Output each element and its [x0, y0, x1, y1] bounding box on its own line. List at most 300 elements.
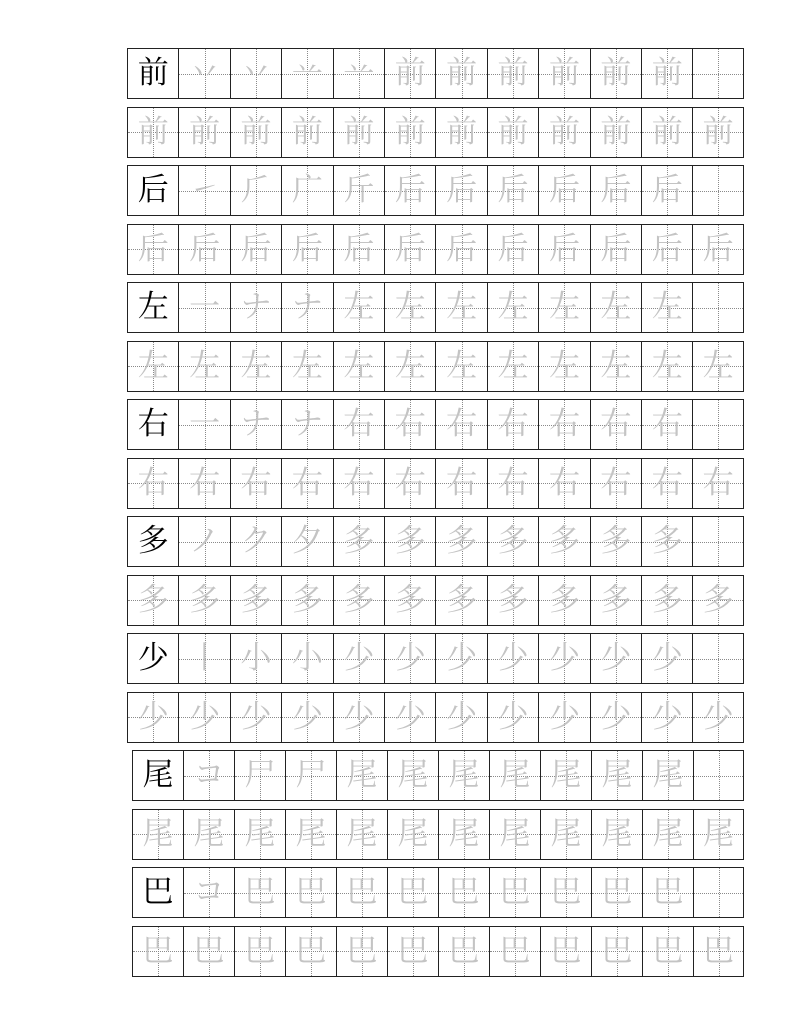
grid-cell[interactable] [487, 576, 538, 625]
tracing-character: 左 [240, 347, 272, 384]
grid-cell[interactable] [178, 693, 229, 742]
grid-cell[interactable] [435, 517, 486, 566]
grid-cell[interactable] [387, 868, 438, 917]
tracing-character: 尾 [142, 815, 174, 852]
tracing-character: 多 [548, 581, 580, 618]
model-character: 前 [137, 55, 169, 91]
grid-cell[interactable] [538, 108, 589, 157]
grid-cell[interactable] [127, 283, 178, 332]
stroke-order-character: 巴 [295, 874, 327, 910]
grid-cell[interactable] [489, 810, 540, 859]
grid-cell[interactable] [384, 517, 435, 566]
grid-cell[interactable] [435, 166, 486, 215]
grid-cell[interactable] [538, 517, 589, 566]
grid-cell[interactable] [641, 576, 692, 625]
grid-cell[interactable] [641, 166, 692, 215]
grid-cell[interactable] [387, 810, 438, 859]
stroke-order-character: 斤 [343, 172, 375, 208]
grid-cell[interactable] [692, 166, 743, 215]
tracing-character: 前 [651, 113, 683, 150]
grid-cell[interactable] [487, 283, 538, 332]
tracing-character: 尾 [244, 815, 276, 852]
stroke-order-row [127, 165, 744, 216]
grid-cell[interactable] [692, 576, 743, 625]
grid-cell[interactable] [230, 342, 281, 391]
grid-cell[interactable] [285, 751, 336, 800]
grid-cell[interactable] [642, 927, 693, 976]
grid-cell[interactable] [230, 108, 281, 157]
tracing-character: 少 [189, 698, 221, 735]
grid-cell[interactable] [178, 342, 229, 391]
stroke-order-character: 巴 [346, 874, 378, 910]
grid-cell[interactable] [590, 400, 641, 449]
grid-cell[interactable] [230, 283, 281, 332]
guide-line-vertical [718, 400, 719, 449]
stroke-order-character: 少 [497, 640, 529, 676]
grid-cell[interactable] [127, 225, 178, 274]
stroke-order-character: 尾 [397, 757, 429, 793]
tracing-row [127, 341, 744, 392]
grid-cell[interactable] [234, 868, 285, 917]
stroke-order-character: 䒑 [343, 55, 375, 91]
grid-cell[interactable] [132, 868, 183, 917]
tracing-character: 前 [702, 113, 734, 150]
grid-cell[interactable] [590, 517, 641, 566]
grid-cell[interactable] [384, 166, 435, 215]
tracing-character: 右 [291, 464, 323, 501]
stroke-order-character: 小 [291, 640, 323, 676]
stroke-order-character: 左 [446, 289, 478, 325]
stroke-order-character: 右 [343, 406, 375, 442]
grid-cell[interactable] [693, 751, 744, 800]
grid-cell[interactable] [384, 693, 435, 742]
grid-cell[interactable] [127, 693, 178, 742]
grid-cell[interactable] [590, 166, 641, 215]
stroke-order-row [127, 633, 744, 684]
grid-cell[interactable] [641, 225, 692, 274]
tracing-character: 右 [394, 464, 426, 501]
grid-cell[interactable] [336, 927, 387, 976]
grid-cell[interactable] [285, 868, 336, 917]
stroke-order-character: 尸 [295, 757, 327, 793]
stroke-order-character: ナ [291, 289, 323, 325]
stroke-order-row [127, 516, 744, 567]
grid-cell[interactable] [435, 459, 486, 508]
stroke-order-character: 右 [446, 406, 478, 442]
grid-cell[interactable] [642, 868, 693, 917]
grid-cell[interactable] [127, 576, 178, 625]
grid-cell[interactable] [336, 868, 387, 917]
tracing-character: 左 [343, 347, 375, 384]
stroke-order-character: 左 [651, 289, 683, 325]
grid-cell[interactable] [230, 49, 281, 98]
tracing-character: 巴 [397, 932, 429, 969]
grid-cell[interactable] [641, 459, 692, 508]
grid-cell[interactable] [642, 751, 693, 800]
stroke-order-character: 一 [189, 406, 221, 442]
grid-cell[interactable] [333, 459, 384, 508]
grid-cell[interactable] [489, 751, 540, 800]
grid-cell[interactable] [590, 634, 641, 683]
tracing-character: 前 [497, 113, 529, 150]
tracing-character: 后 [291, 230, 323, 267]
grid-cell[interactable] [641, 517, 692, 566]
stroke-order-character: 右 [600, 406, 632, 442]
grid-cell[interactable] [435, 49, 486, 98]
tracing-character: 左 [394, 347, 426, 384]
stroke-order-character: 丨 [189, 640, 221, 676]
grid-cell[interactable] [693, 810, 744, 859]
tracing-row [127, 458, 744, 509]
grid-cell[interactable] [591, 927, 642, 976]
tracing-character: 左 [548, 347, 580, 384]
tracing-character: 前 [446, 113, 478, 150]
grid-cell[interactable] [435, 283, 486, 332]
tracing-character: 巴 [550, 932, 582, 969]
grid-cell[interactable] [435, 342, 486, 391]
grid-cell[interactable] [127, 400, 178, 449]
grid-cell[interactable] [435, 576, 486, 625]
grid-cell[interactable] [487, 400, 538, 449]
grid-cell[interactable] [281, 634, 332, 683]
grid-cell[interactable] [178, 576, 229, 625]
guide-line-vertical [718, 166, 719, 215]
grid-cell[interactable] [692, 693, 743, 742]
grid-cell[interactable] [387, 927, 438, 976]
grid-cell[interactable] [591, 751, 642, 800]
grid-cell[interactable] [333, 400, 384, 449]
grid-cell[interactable] [281, 225, 332, 274]
stroke-order-row [132, 750, 744, 801]
grid-cell[interactable] [230, 166, 281, 215]
tracing-character: 前 [394, 113, 426, 150]
stroke-order-character: 尾 [499, 757, 531, 793]
grid-cell[interactable] [230, 576, 281, 625]
grid-cell[interactable] [438, 868, 489, 917]
grid-cell[interactable] [333, 108, 384, 157]
grid-cell[interactable] [178, 283, 229, 332]
grid-cell[interactable] [333, 634, 384, 683]
stroke-order-character: 巴 [499, 874, 531, 910]
stroke-order-row [132, 867, 744, 918]
grid-cell[interactable] [127, 166, 178, 215]
grid-cell[interactable] [693, 927, 744, 976]
grid-cell[interactable] [230, 634, 281, 683]
stroke-order-character: 左 [343, 289, 375, 325]
grid-cell[interactable] [692, 342, 743, 391]
stroke-order-character: 前 [394, 55, 426, 91]
grid-cell[interactable] [641, 634, 692, 683]
grid-cell[interactable] [692, 49, 743, 98]
grid-cell[interactable] [178, 166, 229, 215]
grid-cell[interactable] [435, 400, 486, 449]
tracing-character: 少 [137, 698, 169, 735]
grid-cell[interactable] [281, 283, 332, 332]
grid-cell[interactable] [384, 400, 435, 449]
grid-cell[interactable] [384, 108, 435, 157]
tracing-character: 巴 [703, 932, 734, 969]
grid-cell[interactable] [132, 810, 183, 859]
grid-cell[interactable] [692, 517, 743, 566]
grid-cell[interactable] [590, 49, 641, 98]
grid-cell[interactable] [281, 342, 332, 391]
stroke-order-character: 左 [548, 289, 580, 325]
grid-cell[interactable] [540, 810, 591, 859]
grid-cell[interactable] [127, 517, 178, 566]
grid-cell[interactable] [487, 166, 538, 215]
grid-cell[interactable] [487, 634, 538, 683]
tracing-character: 多 [702, 581, 734, 618]
stroke-order-character: 尾 [448, 757, 480, 793]
grid-cell[interactable] [384, 49, 435, 98]
grid-cell[interactable] [538, 342, 589, 391]
grid-cell[interactable] [641, 400, 692, 449]
grid-cell[interactable] [641, 342, 692, 391]
grid-cell[interactable] [387, 751, 438, 800]
grid-cell[interactable] [384, 283, 435, 332]
tracing-character: 尾 [550, 815, 582, 852]
tracing-character: 尾 [193, 815, 225, 852]
tracing-character: 巴 [244, 932, 276, 969]
grid-cell[interactable] [281, 108, 332, 157]
grid-cell[interactable] [538, 49, 589, 98]
grid-cell[interactable] [642, 810, 693, 859]
grid-cell[interactable] [183, 927, 234, 976]
grid-cell[interactable] [384, 576, 435, 625]
tracing-character: 左 [137, 347, 169, 384]
tracing-character: 尾 [346, 815, 378, 852]
grid-cell[interactable] [692, 225, 743, 274]
stroke-order-character: 后 [600, 172, 632, 208]
grid-cell[interactable] [590, 459, 641, 508]
grid-cell[interactable] [333, 49, 384, 98]
grid-cell[interactable] [487, 225, 538, 274]
grid-cell[interactable] [487, 459, 538, 508]
grid-cell[interactable] [183, 868, 234, 917]
grid-cell[interactable] [178, 225, 229, 274]
grid-cell[interactable] [538, 400, 589, 449]
guide-line-horizontal [693, 191, 742, 192]
grid-cell[interactable] [281, 400, 332, 449]
stroke-order-character: 巴 [601, 874, 633, 910]
grid-cell[interactable] [281, 166, 332, 215]
grid-cell[interactable] [692, 459, 743, 508]
grid-cell[interactable] [333, 283, 384, 332]
grid-cell[interactable] [489, 868, 540, 917]
grid-cell[interactable] [692, 283, 743, 332]
grid-cell[interactable] [281, 49, 332, 98]
grid-cell[interactable] [487, 342, 538, 391]
grid-cell[interactable] [234, 810, 285, 859]
grid-cell[interactable] [183, 810, 234, 859]
grid-cell[interactable] [538, 634, 589, 683]
tracing-row [127, 224, 744, 275]
grid-cell[interactable] [132, 751, 183, 800]
stroke-order-character: 小 [240, 640, 272, 676]
stroke-order-character: 左 [600, 289, 632, 325]
tracing-character: 前 [291, 113, 323, 150]
grid-cell[interactable] [127, 342, 178, 391]
tracing-character: 前 [240, 113, 272, 150]
tracing-character: 左 [702, 347, 734, 384]
tracing-character: 尾 [652, 815, 684, 852]
tracing-character: 左 [497, 347, 529, 384]
tracing-character: 前 [548, 113, 580, 150]
stroke-order-character: 巴 [652, 874, 684, 910]
grid-cell[interactable] [178, 49, 229, 98]
grid-cell[interactable] [435, 225, 486, 274]
guide-line-vertical [718, 283, 719, 332]
tracing-character: 后 [343, 230, 375, 267]
grid-cell[interactable] [438, 751, 489, 800]
grid-cell[interactable] [285, 927, 336, 976]
tracing-character: 巴 [448, 932, 480, 969]
grid-cell[interactable] [590, 225, 641, 274]
grid-cell[interactable] [591, 810, 642, 859]
grid-cell[interactable] [127, 634, 178, 683]
grid-cell[interactable] [438, 927, 489, 976]
grid-cell[interactable] [538, 166, 589, 215]
tracing-character: 尾 [703, 815, 734, 852]
tracing-character: 尾 [499, 815, 531, 852]
grid-cell[interactable] [692, 634, 743, 683]
grid-cell[interactable] [641, 49, 692, 98]
grid-cell[interactable] [590, 576, 641, 625]
model-character: 尾 [142, 757, 174, 793]
grid-cell[interactable] [487, 49, 538, 98]
grid-cell[interactable] [384, 634, 435, 683]
stroke-order-character: 前 [548, 55, 580, 91]
grid-cell[interactable] [132, 927, 183, 976]
stroke-order-character: 多 [497, 523, 529, 559]
grid-cell[interactable] [489, 927, 540, 976]
grid-cell[interactable] [538, 225, 589, 274]
stroke-order-character: コ [193, 874, 225, 910]
grid-cell[interactable] [281, 576, 332, 625]
grid-cell[interactable] [178, 400, 229, 449]
tracing-character: 少 [446, 698, 478, 735]
grid-cell[interactable] [178, 517, 229, 566]
grid-cell[interactable] [384, 459, 435, 508]
grid-cell[interactable] [178, 634, 229, 683]
stroke-order-row [127, 48, 744, 99]
grid-cell[interactable] [487, 693, 538, 742]
grid-cell[interactable] [336, 810, 387, 859]
stroke-order-character: ナ [291, 406, 323, 442]
grid-cell[interactable] [435, 693, 486, 742]
grid-cell[interactable] [591, 868, 642, 917]
tracing-character: 前 [600, 113, 632, 150]
grid-cell[interactable] [590, 283, 641, 332]
stroke-order-character: 少 [600, 640, 632, 676]
grid-cell[interactable] [438, 810, 489, 859]
stroke-order-character: 巴 [448, 874, 480, 910]
stroke-order-character: 后 [394, 172, 426, 208]
grid-cell[interactable] [692, 108, 743, 157]
tracing-character: 少 [240, 698, 272, 735]
grid-cell[interactable] [281, 459, 332, 508]
tracing-row [127, 575, 744, 626]
grid-cell[interactable] [183, 751, 234, 800]
grid-cell[interactable] [281, 517, 332, 566]
grid-cell[interactable] [590, 108, 641, 157]
grid-cell[interactable] [435, 634, 486, 683]
grid-cell[interactable] [333, 517, 384, 566]
grid-cell[interactable] [178, 108, 229, 157]
grid-cell[interactable] [538, 459, 589, 508]
grid-cell[interactable] [230, 459, 281, 508]
grid-cell[interactable] [538, 693, 589, 742]
grid-cell[interactable] [487, 108, 538, 157]
tracing-character: 左 [189, 347, 221, 384]
grid-cell[interactable] [333, 225, 384, 274]
tracing-character: 少 [600, 698, 632, 735]
stroke-order-character: 广 [291, 172, 323, 208]
tracing-character: 后 [548, 230, 580, 267]
grid-cell[interactable] [435, 108, 486, 157]
tracing-character: 尾 [601, 815, 633, 852]
grid-cell[interactable] [333, 166, 384, 215]
grid-cell[interactable] [234, 751, 285, 800]
grid-cell[interactable] [285, 810, 336, 859]
grid-cell[interactable] [333, 693, 384, 742]
tracing-character: 后 [137, 230, 169, 267]
grid-cell[interactable] [281, 693, 332, 742]
grid-cell[interactable] [230, 225, 281, 274]
tracing-character: 后 [189, 230, 221, 267]
grid-cell[interactable] [178, 459, 229, 508]
grid-cell[interactable] [590, 342, 641, 391]
grid-cell[interactable] [641, 108, 692, 157]
stroke-order-character: 巴 [550, 874, 582, 910]
grid-cell[interactable] [384, 342, 435, 391]
grid-cell[interactable] [540, 868, 591, 917]
stroke-order-character: 右 [394, 406, 426, 442]
grid-cell[interactable] [540, 927, 591, 976]
grid-cell[interactable] [127, 108, 178, 157]
grid-cell[interactable] [234, 927, 285, 976]
grid-cell[interactable] [333, 342, 384, 391]
grid-cell[interactable] [127, 459, 178, 508]
grid-cell[interactable] [333, 576, 384, 625]
grid-cell[interactable] [230, 517, 281, 566]
grid-cell[interactable] [538, 576, 589, 625]
grid-cell[interactable] [641, 283, 692, 332]
grid-cell[interactable] [641, 693, 692, 742]
grid-cell[interactable] [590, 693, 641, 742]
grid-cell[interactable] [540, 751, 591, 800]
grid-cell[interactable] [487, 517, 538, 566]
grid-cell[interactable] [336, 751, 387, 800]
tracing-character: 多 [189, 581, 221, 618]
grid-cell[interactable] [693, 868, 744, 917]
grid-cell[interactable] [538, 283, 589, 332]
grid-cell[interactable] [384, 225, 435, 274]
stroke-order-character: 前 [446, 55, 478, 91]
stroke-order-character: 后 [548, 172, 580, 208]
grid-cell[interactable] [230, 693, 281, 742]
stroke-order-character: 多 [651, 523, 683, 559]
stroke-order-character: 少 [343, 640, 375, 676]
grid-cell[interactable] [230, 400, 281, 449]
grid-cell[interactable] [127, 49, 178, 98]
stroke-order-character: ク [240, 523, 272, 559]
stroke-order-character: 右 [651, 406, 683, 442]
grid-cell[interactable] [692, 400, 743, 449]
stroke-order-character: 尾 [601, 757, 633, 793]
tracing-character: 多 [651, 581, 683, 618]
guide-line-horizontal [694, 776, 743, 777]
